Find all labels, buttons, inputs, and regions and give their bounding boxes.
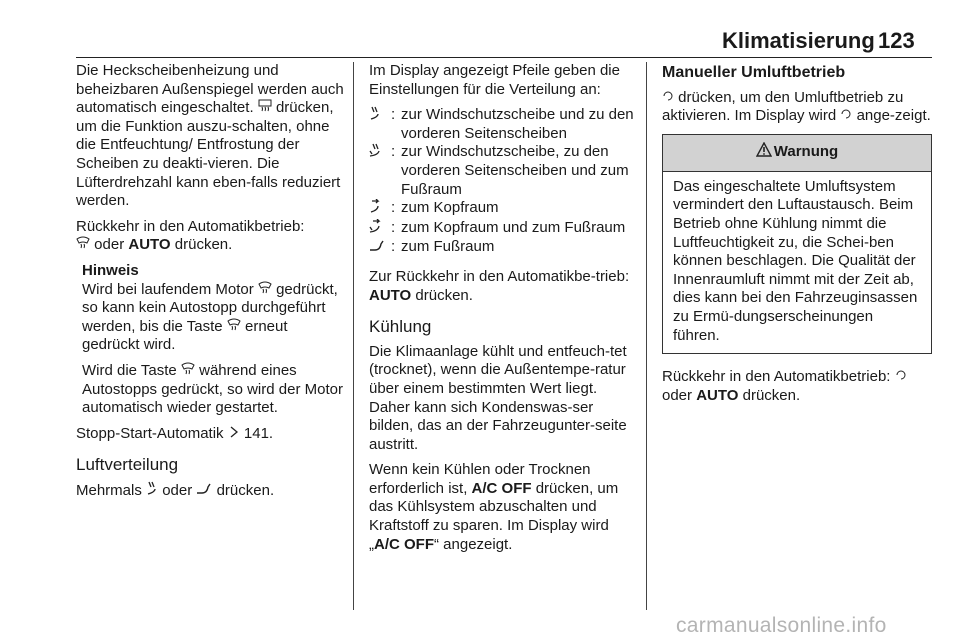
list-item-text: zum Fußraum [401,238,495,256]
recirculation-icon [662,89,674,108]
paragraph-return-auto [369,268,635,305]
text: Mehrmals [76,481,142,499]
paragraph-rear-heating [76,62,346,211]
heading-kuehlung: Kühlung [369,317,432,337]
warning-text: Das eingeschaltete Umluftsystem vermindert den Luftaustausch. Beim Betrieb ohne Kühlung nimmt die Luftfeuchtigkeit zu, die Schei-ben können beschlagen. Die Qualität der Innenraumluft nimmt mit der Zeit ab, dies kann bei den Fahrzeuginsassen zu Ermü-dungserscheinungen führen. [673,177,918,344]
list-item-text: zur Windschutzscheibe, zu den vorderen Seitenscheiben und zum Fußraum [401,143,629,198]
text: drücken. [742,386,801,404]
list-item-text: zum Kopfraum und zum Fußraum [401,218,626,236]
paragraph-cooling: Die Klimaanlage kühlt und entfeuch-tet (trocknet), wenn die Außentempe-ratur über einem bestimmten Wert liegt. Daher kann sich Kondenswas-ser bilden, das an der Fahrzeugunter-seite austritt. [369,342,627,453]
list-item [369,219,635,239]
text: Wird die Taste [82,361,177,379]
paragraph-distribution-intro: Im Display angezeigt Pfeile geben die Einstellungen für die Verteilung an: [369,62,620,98]
text: Die Heckscheibenheizung und beheizbaren Außenspiegel werden auch automatisch eingeschaltet. [76,62,344,117]
air-head-icon [369,199,391,219]
warning-triangle-icon [756,142,772,163]
text: Wird bei laufendem Motor [82,280,254,298]
paragraph-stop-start-ref [76,425,346,444]
warning-header [663,135,931,172]
warning-title: Warnung [773,143,839,161]
list-item [369,199,635,219]
text: Rückkehr in den Automatikbetrieb: [76,217,305,235]
ac-off-label: A/C OFF [471,479,532,497]
air-windshield-icon [146,481,158,501]
text: während eines Autostopps gedrückt, so wird der Motor automatisch wieder gestartet. [82,361,343,417]
windshield-defrost-icon [227,318,241,337]
list-item [369,143,635,199]
column-divider-right [646,62,647,610]
column-3 [662,62,932,412]
text: drücken. [174,236,233,254]
paragraph-return-auto [76,218,346,255]
footer-brand: carmanualsonline.info [676,614,887,637]
list-item [369,238,635,258]
list-colon: : [391,106,396,124]
paragraph-recirculation [662,89,932,126]
heading-luftverteilung: Luftverteilung [76,455,179,475]
auto-label: AUTO [696,386,739,404]
text: oder [94,236,125,254]
list-item-text: zur Windschutzscheibe und zu den vorderen Seitenscheiben [401,106,634,142]
windshield-defrost-icon [258,281,272,300]
warning-box [662,134,932,354]
rear-window-heating-icon [258,99,272,118]
air-windshield-foot-icon [369,143,391,199]
list-colon: : [391,218,396,236]
page-number: 123 [878,28,915,53]
paragraph-ac-off [369,461,635,554]
text: drücken, um den Umluftbetrieb zu aktivieren. Im Display wird [662,88,904,125]
text: drücken, um das Kühlsystem abzuschalten und Kraftstoff zu sparen. Im Display wird [369,479,619,535]
windshield-defrost-icon [76,236,90,255]
text: drücken, um die Funktion auszu-schalten, ohne die Entfeuchtung/ Entfrostung der Scheiben zu deakti-vieren. Die Lüfterdrehzahl kann eben-falls reduziert werden. [76,99,341,210]
note-title: Hinweis [82,261,139,279]
text: oder [662,386,693,404]
page-header-title: Klimatisierung [722,28,875,53]
recirculation-icon [895,368,907,387]
column-1 [76,62,346,507]
heading-manual-recirculation: Manueller Umluftbetrieb [662,64,846,81]
text: ange-zeigt. [856,107,931,125]
distribution-list [369,106,635,258]
text: erneut gedrückt wird. [82,317,288,354]
column-divider-left [353,62,354,610]
paragraph-distribution [76,481,346,501]
list-colon: : [391,238,396,256]
auto-label: AUTO [369,286,412,304]
ac-off-label: A/C OFF [374,535,434,553]
text: drücken. [415,286,473,304]
air-head-foot-icon [369,219,391,239]
column-2 [369,62,635,561]
text: Rückkehr in den Automatikbetrieb: [662,368,891,386]
list-item-text: zum Kopfraum [401,199,499,217]
text: „ [369,535,374,553]
list-item [369,106,635,143]
text: drücken. [216,481,275,499]
text: oder [162,481,193,499]
auto-label: AUTO [128,236,171,254]
page-reference-icon [228,425,240,444]
air-foot-icon [196,481,212,501]
paragraph-return-auto [662,368,932,405]
text: “ angezeigt. [434,535,513,553]
text: Wenn kein Kühlen oder Trocknen erforderlich ist, [369,461,591,497]
air-windshield-icon [369,106,391,143]
text: gedrückt, so kann kein Autostopp durchgeführt werden, bis die Taste [82,280,338,335]
list-colon: : [391,199,396,217]
text: Zur Rückkehr in den Automatikbe-trieb: [369,267,630,285]
note-box [76,262,346,418]
text: Stopp-Start-Automatik [76,424,224,442]
list-colon: : [391,143,396,161]
header-rule [76,57,932,58]
recirculation-icon [840,107,852,126]
air-foot-icon [369,238,391,258]
text: 141. [243,424,274,442]
windshield-defrost-icon [181,362,195,381]
